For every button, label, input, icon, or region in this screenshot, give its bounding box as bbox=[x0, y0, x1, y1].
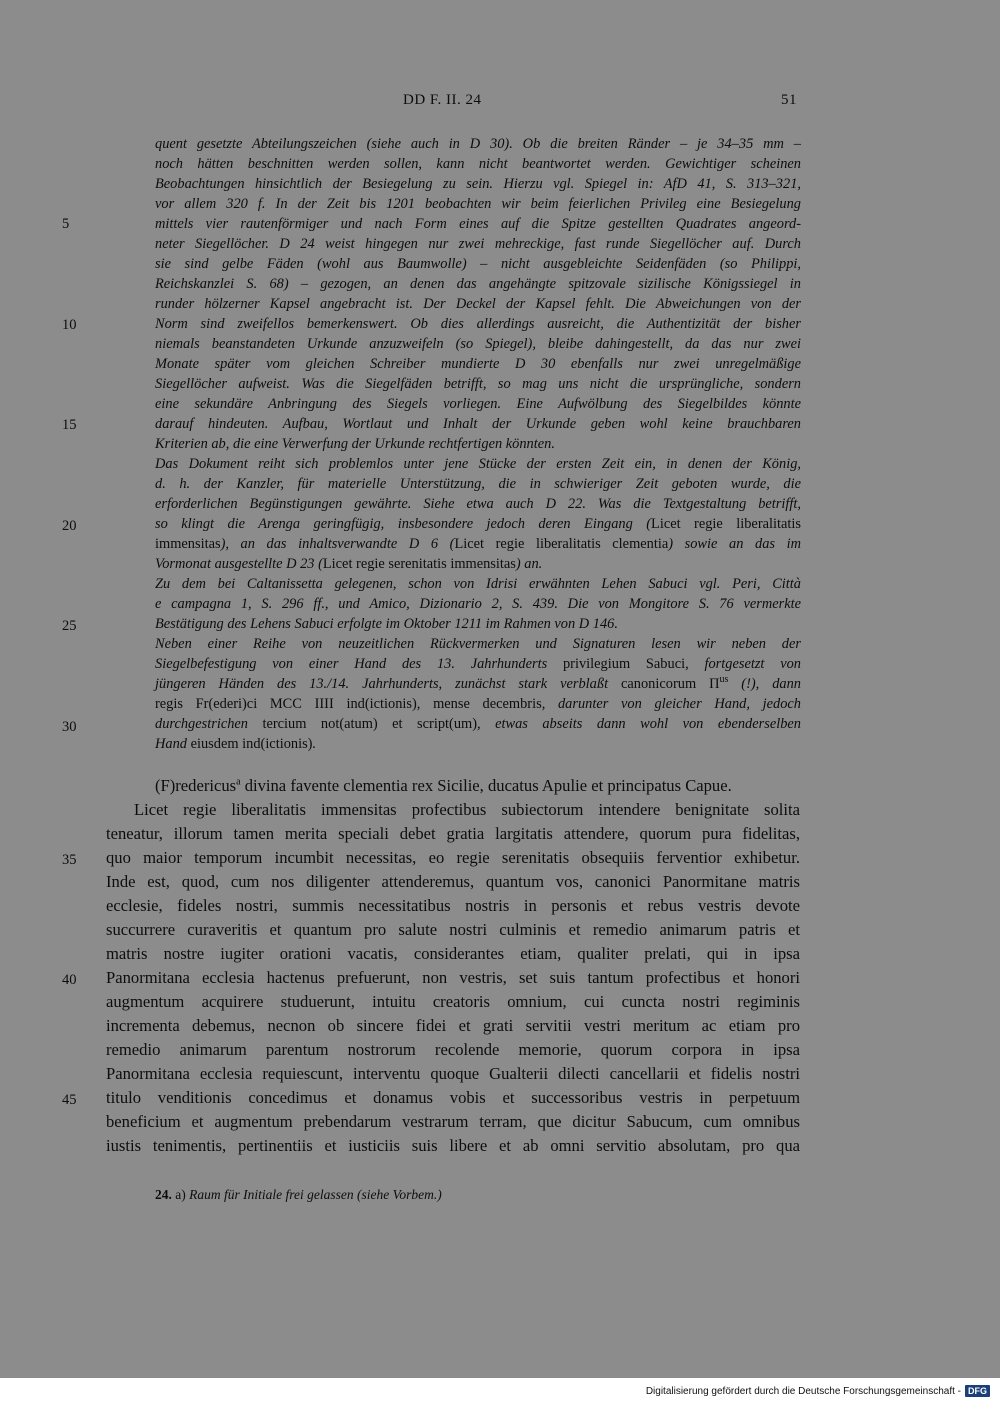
text-run: jüngeren Händen des 13./14. Jahrhunderts, zunächst stark verblaßt bbox=[155, 676, 622, 692]
charter-line: augmentum acquirere studuerunt, intuitu creatoris omnium, cui cuncta nostri regiminis bbox=[106, 992, 800, 1011]
commentary-line: Siegellöcher aufweist. Was die Siegelfäden betrifft, so mag uns nicht die ursprüngliche, sondern bbox=[155, 376, 801, 392]
text-run: . bbox=[312, 736, 317, 752]
charter-line: succurrere curaveritis et quantum pro salute nostri culminis et remedio animarum patris et bbox=[106, 920, 800, 939]
commentary-line bbox=[155, 554, 801, 574]
commentary-line: quent gesetzte Abteilungszeichen (siehe auch in D 30). Ob die breiten Ränder – je 34–35 mm – bbox=[155, 136, 801, 152]
text-run: , fortgesetzt von bbox=[685, 656, 801, 672]
footnote-text: Raum für Initiale frei gelassen (siehe Vorbem.) bbox=[185, 1187, 442, 1202]
text-run: ) an. bbox=[515, 556, 543, 572]
line-number: 40 bbox=[62, 972, 77, 988]
commentary-line: Norm sind zweifellos bemerkenswert. Ob dies allerdings ausreicht, die Authentizität der bisher bbox=[155, 316, 801, 332]
commentary-line: mittels vier rautenförmiger und nach Form eines auf die Spitze gestellten Quadrates angeord- bbox=[155, 216, 801, 232]
text-run: , darunter von gleicher Hand, jedoch bbox=[541, 696, 801, 712]
line-number: 25 bbox=[62, 618, 77, 634]
text-run: Hand bbox=[155, 736, 191, 752]
running-title: DD F. II. 24 bbox=[403, 92, 482, 108]
funding-credit bbox=[646, 1385, 990, 1397]
dfg-logo: DFG bbox=[965, 1385, 990, 1397]
quoted-text: Licet regie liberalitatis bbox=[651, 516, 801, 532]
charter-line: iustis tenimentis, pertinentiis et iusticiis suis libere et ab omni servitio absolutam, pro qua bbox=[106, 1136, 800, 1155]
quoted-text: Licet regie liberalitatis clementia bbox=[454, 536, 669, 552]
text-run: ), an das inhaltsverwandte D 6 ( bbox=[220, 536, 455, 552]
intitulatio-line bbox=[155, 776, 800, 796]
charter-line: beneficium et augmentum prebendarum vestrarum terram, que dicitur Sabucum, cum omnibus bbox=[106, 1112, 800, 1131]
charter-line: Panormitana ecclesia hactenus prefuerunt, non vestris, set suis tantum profectibus et honori bbox=[106, 968, 800, 987]
footnote-mark: a bbox=[236, 776, 241, 788]
commentary-line bbox=[155, 694, 801, 714]
text-run: Vormonat ausgestellte D 23 ( bbox=[155, 556, 323, 572]
quoted-text: eiusdem ind(ictionis) bbox=[190, 736, 313, 752]
commentary-line: Kriterien ab, die eine Verwerfung der Urkunde rechtfertigen könnten. bbox=[155, 436, 555, 452]
text-run: durchgestrichen bbox=[155, 716, 263, 732]
quoted-text: Licet regie serenitatis immensitas bbox=[322, 556, 516, 572]
intitulatio: (F)redericus bbox=[155, 776, 237, 795]
commentary-line: vor allem 320 f. In der Zeit bis 1201 beobachten wir beim feierlichen Privileg eine Besiegelung bbox=[155, 196, 801, 212]
line-number: 20 bbox=[62, 518, 77, 534]
line-number: 5 bbox=[62, 216, 70, 232]
commentary-line: Das Dokument reiht sich problemlos unter jene Stücke der ersten Zeit ein, in denen der König, bbox=[155, 456, 801, 472]
commentary-line: darauf hindeuten. Aufbau, Wortlaut und Inhalt der Urkunde geben wohl keine brauchbaren bbox=[155, 416, 801, 432]
text-run: , etwas abseits dann wohl von ebenderselben bbox=[477, 716, 801, 732]
commentary-line bbox=[155, 534, 801, 554]
commentary-line bbox=[155, 674, 801, 694]
charter-line: Licet regie liberalitatis immensitas profectibus subiectorum intendere benignitate solita bbox=[134, 800, 800, 819]
quoted-text: immensitas bbox=[155, 536, 221, 552]
commentary-line bbox=[155, 514, 801, 534]
commentary-line: noch hätten beschnitten werden sollen, kann nicht beantwortet werden. Gewichtiger scheinen bbox=[155, 156, 801, 172]
commentary-line: Monate später vom gleichen Schreiber mundierte D 30 ebenfalls nur zwei unregelmäßige bbox=[155, 356, 801, 372]
commentary-line: Bestätigung des Lehens Sabuci erfolgte im Oktober 1211 im Rahmen von D 146. bbox=[155, 616, 618, 632]
commentary-line bbox=[155, 734, 801, 754]
charter-line: ecclesie, fideles nostri, summis necessitatibus nostris in personis et rebus vestris devote bbox=[106, 896, 800, 915]
commentary-line: runder hölzerner Kapsel angebracht ist. Der Deckel der Kapsel fehlt. Die Abweichungen von der bbox=[155, 296, 801, 312]
line-number: 15 bbox=[62, 417, 77, 433]
intitulatio-rest: divina favente clementia rex Sicilie, ducatus Apulie et principatus Capue. bbox=[240, 776, 732, 795]
text-run: so klingt die Arenga geringfügig, insbesondere jedoch deren Eingang ( bbox=[155, 516, 652, 532]
quoted-text: privilegium Sabuci bbox=[562, 656, 686, 672]
page-number: 51 bbox=[781, 92, 797, 108]
footnote-number: 24. bbox=[155, 1187, 172, 1202]
text-run: ) sowie an das im bbox=[668, 536, 801, 552]
charter-line: titulo venditionis concedimus et donamus vobis et successoribus vestris in perpetuum bbox=[106, 1088, 800, 1107]
text-run: (!), dann bbox=[728, 676, 801, 692]
footnote-mark: a) bbox=[171, 1187, 186, 1202]
credit-text: Digitalisierung gefördert durch die Deutsche Forschungsgemeinschaft - bbox=[645, 1385, 961, 1397]
line-number: 10 bbox=[62, 317, 77, 333]
commentary-line: eine sekundäre Anbringung des Siegels vorliegen. Eine Aufwölbung des Siegelbildes könnte bbox=[155, 396, 801, 412]
commentary-line: Zu dem bei Caltanissetta gelegenen, schon von Idrisi erwähnten Lehen Sabuci vgl. Peri, Città bbox=[155, 576, 801, 592]
footnote bbox=[155, 1187, 442, 1203]
quoted-text: tercium not(atum) et script(um) bbox=[262, 716, 477, 732]
charter-line: teneatur, illorum tamen merita speciali debet gratia largitatis attendere, quorum pura fidelitas, bbox=[106, 824, 800, 843]
quoted-text: regis Fr(ederi)ci MCC IIII ind(ictionis), mense decembris bbox=[155, 696, 542, 712]
commentary-line: erforderlichen Begünstigungen gewährte. Siehe etwa auch D 22. Was die Textgestaltung betrifft, bbox=[155, 496, 801, 512]
quoted-text: canonicorum Π bbox=[621, 676, 720, 692]
commentary-line: Neben einer Reihe von neuzeitlichen Rückvermerken und Signaturen lesen wir neben der bbox=[155, 636, 801, 652]
charter-line: matris nostre iugiter orationi vacatis, considerantes etiam, qualiter prelati, qui in ipsa bbox=[106, 944, 800, 963]
line-number: 35 bbox=[62, 852, 77, 868]
text-run: Siegelbefestigung von einer Hand des 13. Jahrhunderts bbox=[155, 656, 563, 672]
commentary-line: neter Siegellöcher. D 24 weist hingegen nur zwei mehreckige, fast runde Siegellöcher auf. Durch bbox=[155, 236, 801, 252]
charter-line: incrementa debemus, necnon ob sincere fidei et grati servitii vestri meritum ac etiam pro bbox=[106, 1016, 800, 1035]
commentary-line: Beobachtungen hinsichtlich der Besiegelung zu sein. Hierzu vgl. Spiegel in: AfD 41, S. 313–321, bbox=[155, 176, 801, 192]
charter-line: Inde est, quod, cum nos diligenter attenderemus, quantum vos, canonici Panormitane matris bbox=[106, 872, 800, 891]
charter-line: Panormitana ecclesia requiescunt, interventu quoque Gualterii dilecti cancellarii et fidelis nostri bbox=[106, 1064, 800, 1083]
commentary-line bbox=[155, 714, 801, 734]
commentary-line: d. h. der Kanzler, für materielle Unterstützung, die in schwieriger Zeit geboten wurde, die bbox=[155, 476, 801, 492]
commentary-line bbox=[155, 654, 801, 674]
superscript: us bbox=[719, 674, 729, 686]
charter-line: quo maior temporum incumbit necessitas, eo regie serenitatis obsequiis ferventior exhibetur. bbox=[106, 848, 800, 867]
charter-line: remedio animarum parentum nostrorum recolende memorie, quorum corpora in ipsa bbox=[106, 1040, 800, 1059]
line-number: 30 bbox=[62, 719, 77, 735]
line-number: 45 bbox=[62, 1092, 77, 1108]
commentary-line: e campagna 1, S. 296 ff., und Amico, Dizionario 2, S. 439. Die von Mongitore S. 76 vermerkte bbox=[155, 596, 801, 612]
commentary-line: sie sind gelbe Fäden (wohl aus Baumwolle) – nicht ausgebleichte Seidenfäden (so Philippi, bbox=[155, 256, 801, 272]
commentary-line: niemals beanstandeten Urkunde anzuzweifeln (so Spiegel), bleibe dahingestellt, da das nur zwei bbox=[155, 336, 801, 352]
commentary-line: Reichskanzlei S. 68) – gezogen, an denen das angehängte spitzovale sizilische Königssiegel in bbox=[155, 276, 801, 292]
